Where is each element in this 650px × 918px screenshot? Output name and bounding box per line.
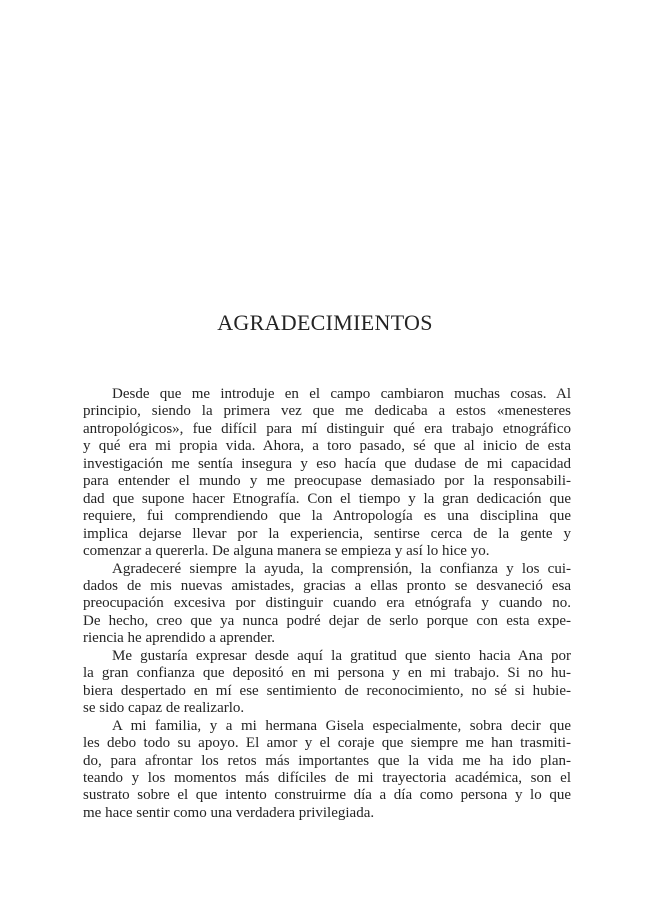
text-line: la gran confianza que depositó en mi persona y en mi trabajo. Si no hu- — [83, 665, 571, 682]
text-line: Desde que me introduje en el campo cambiaron muchas cosas. Al — [112, 386, 571, 402]
text-line: requiere, fui comprendiendo que la Antropología es una disciplina que — [83, 508, 571, 525]
text-line: riencia he aprendido a aprender. — [83, 630, 275, 647]
text-line: para entender el mundo y me preocupase demasiado por la responsabili- — [83, 473, 571, 490]
text-line: implica dejarse llevar por la experiencia, sentirse cerca de la gente y — [83, 525, 571, 542]
text-line: me hace sentir como una verdadera privilegiada. — [83, 804, 375, 821]
text-line: sustrato sobre el que intento construirme día a día como persona y lo que — [83, 787, 571, 804]
text-line: biera despertado en mí ese sentimiento de reconocimiento, no sé si hubie- — [83, 682, 571, 699]
text-line: antropológicos», fue difícil para mí distinguir qué era trabajo etnográfico — [83, 420, 571, 437]
text-line: investigación me sentía insegura y eso hacía que dudase de mi capacidad — [83, 455, 571, 472]
text-line: dados de mis nuevas amistades, gracias a ellas pronto se desvaneció esa — [83, 577, 571, 594]
text-line: se sido capaz de realizarlo. — [83, 700, 245, 717]
text-line: De hecho, creo que ya nunca podré dejar de serlo porque con esta expe- — [83, 612, 571, 629]
text-line: A mi familia, y a mi hermana Gisela especialmente, sobra decir que — [112, 717, 571, 734]
text-line: do, para afrontar los retos más importantes que la vida me ha ido plan- — [83, 752, 571, 769]
document-body — [83, 386, 571, 822]
page-title: AGRADECIMIENTOS — [217, 310, 433, 335]
paragraph — [83, 718, 571, 823]
text-line: les debo todo su apoyo. El amor y el coraje que siempre me han trasmiti- — [83, 735, 571, 752]
paragraph — [83, 648, 571, 718]
text-line: y qué era mi propia vida. Ahora, a toro pasado, sé que al inicio de esta — [83, 438, 571, 455]
text-line: preocupación excesiva por distinguir cuando era etnógrafa y cuando no. — [83, 595, 571, 612]
text-line: teando y los momentos más difíciles de mi trayectoria académica, son el — [83, 769, 571, 786]
text-line: Me gustaría expresar desde aquí la gratitud que siento hacia Ana por — [112, 647, 571, 664]
paragraph — [83, 561, 571, 648]
text-line: comenzar a quererla. De alguna manera se empieza y así lo hice yo. — [83, 543, 490, 560]
text-line: dad que supone hacer Etnografía. Con el tiempo y la gran dedicación que — [83, 490, 571, 507]
text-line: Agradeceré siempre la ayuda, la comprensión, la confianza y los cui- — [112, 560, 571, 577]
text-line: principio, siendo la primera vez que me dedicaba a estos «menesteres — [83, 403, 571, 420]
paragraph — [83, 386, 571, 561]
